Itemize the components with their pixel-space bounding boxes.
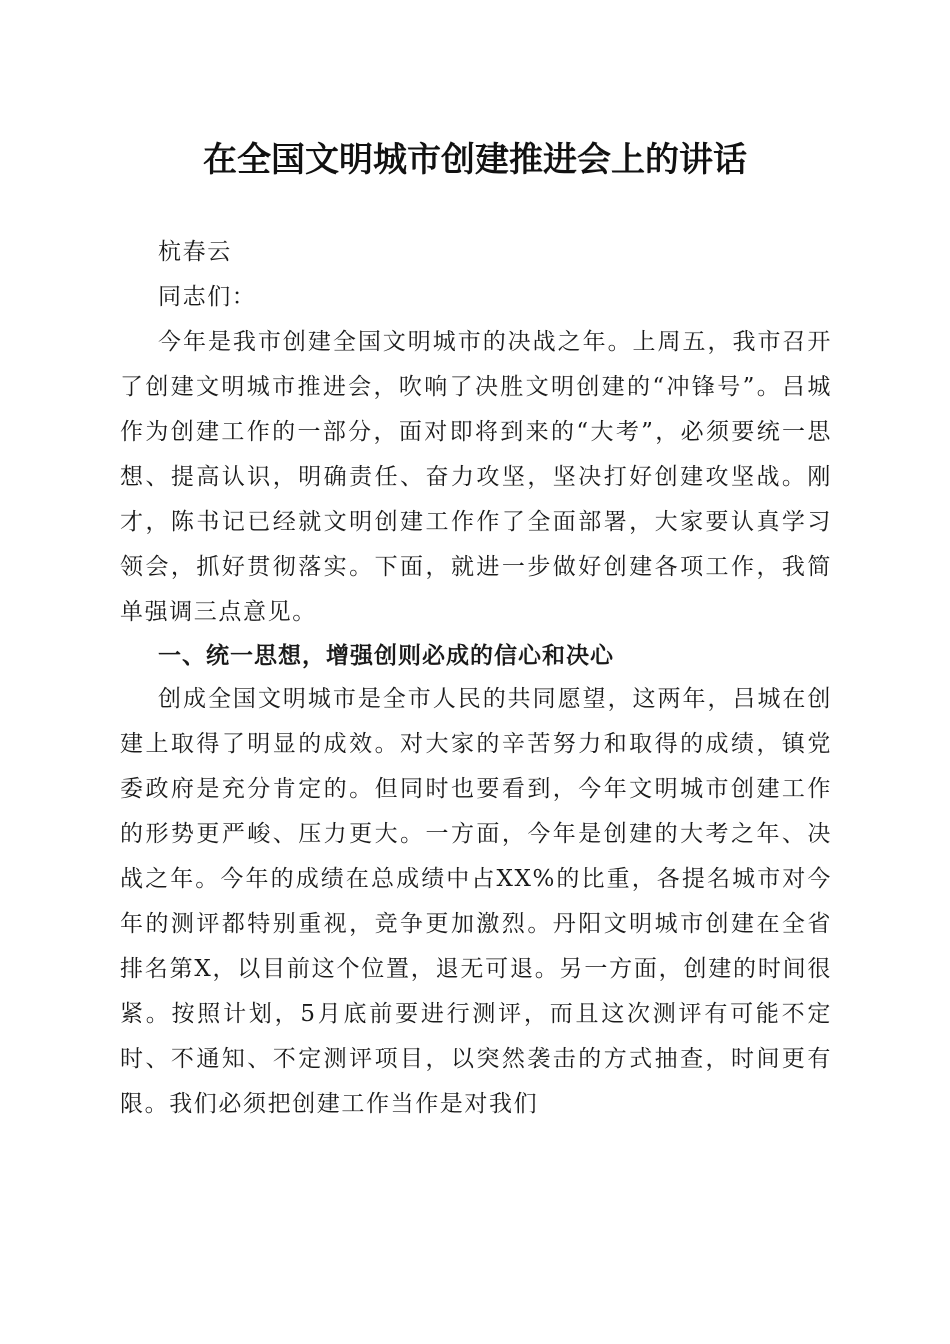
document-title: 在全国文明城市创建推进会上的讲话 xyxy=(203,140,747,180)
author-name: 杭春云 xyxy=(158,239,232,265)
paragraph-section-1: 创成全国文明城市是全市人民的共同愿望，这两年，吕城在创建上取得了明显的成效。对大家的辛苦努力和取得的成绩，镇党委政府是充分肯定的。但同时也要看到，今年文明城市创建工作的形势更严峻、压力更大。一方面，今年是创建的大考之年、决战之年。今年的成绩在总成绩中占XX%的比重，各提名城市对今年的测评都特别重视，竞争更加激烈。丹阳文明城市创建在全省排名第X，以目前这个位置，退无可退。另一方面，创建的时间很紧。按照计划，5月底前要进行测评，而且这次测评有可能不定时、不通知、不定测评项目，以突然袭击的方式抽查，时间更有限。我们必须把创建工作当作是对我们 xyxy=(120,686,832,1117)
section-heading-1: 一、统一思想，增强创则必成的信心和决心 xyxy=(158,643,614,669)
paragraph-intro: 今年是我市创建全国文明城市的决战之年。上周五，我市召开了创建文明城市推进会，吹响了决胜文明创建的“冲锋号”。吕城作为创建工作的一部分，面对即将到来的“大考”，必须要统一思想、提高认识，明确责任、奋力攻坚，坚决打好创建攻坚战。刚才，陈书记已经就文明创建工作作了全面部署，大家要认真学习领会，抓好贯彻落实。下面，就进一步做好创建各项工作，我简单强调三点意见。 xyxy=(120,329,832,625)
greeting: 同志们： xyxy=(158,284,257,310)
